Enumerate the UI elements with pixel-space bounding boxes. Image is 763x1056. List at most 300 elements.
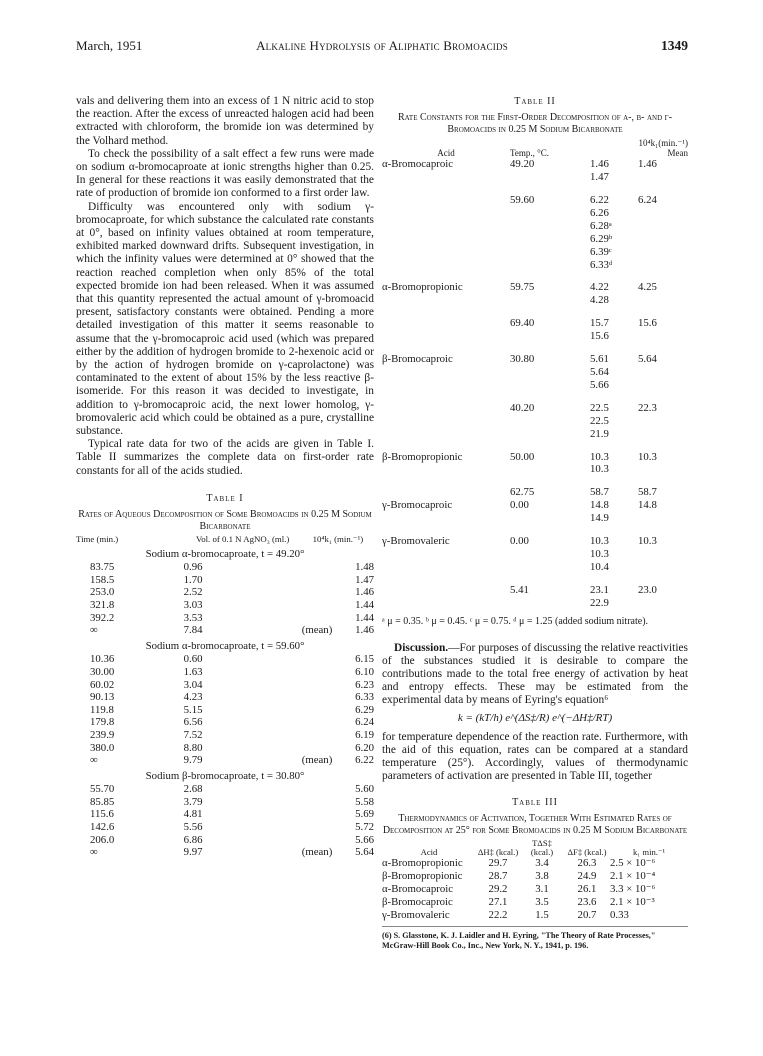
table-cell <box>638 548 688 561</box>
table-cell: 83.75 <box>90 561 115 574</box>
table-cell: 9.79 <box>183 754 203 767</box>
table-body <box>382 857 688 922</box>
table-cell: 10.4 <box>590 560 609 573</box>
table-cell: 1.47 <box>590 171 609 184</box>
table-row <box>382 476 688 499</box>
table-cell: 6.29ᵇ <box>590 232 613 245</box>
table-cell: 0.00 <box>510 535 529 548</box>
table-cell: 85.85 <box>90 795 115 808</box>
table-cell <box>302 834 339 847</box>
table-row <box>382 343 688 366</box>
table-row <box>382 883 688 896</box>
table-row <box>76 821 374 834</box>
table-cell: 5.64 <box>590 365 609 378</box>
table-cell <box>302 666 339 679</box>
table-cell: 380.0 <box>90 741 115 754</box>
table-row <box>382 870 688 883</box>
table-cell: 6.24 <box>355 716 374 729</box>
table-3 <box>382 796 688 922</box>
table-cell: 1.46 <box>355 586 374 599</box>
table-row <box>382 548 688 561</box>
table-row <box>382 294 688 307</box>
table-cell: 2.1 × 10⁻⁴ <box>610 869 656 882</box>
column-header: Acid <box>420 846 438 857</box>
table-cell <box>638 463 688 476</box>
table-cell: 0.33 <box>610 908 629 921</box>
table-cell: γ-Bromovaleric <box>382 535 450 548</box>
table-cell: 60.02 <box>90 678 115 691</box>
paragraph: Difficulty was encountered only with sodium γ-bromocaproate, for which substance the calculated rate constants at 0°, based on infinity values obtained at room temperature, exhibited marked downward drifts. Subsequent investigation, in which the infinity values were determined at 0° showed that the reaction reached completion when only 85% of the total expected bromide ion had been released. When it was assumed that this quantity represented the actual amount of γ-bromoacid present, satisfactory constants were obtained. Pending a more detailed investigation of this matter it seems reasonable to assume that the γ-bromocaproic acid used (which was prepared either by the addition of hydrogen bromide to 2-hexenoic acid or by the action of hydrogen bromide on γ-caprolactone) was contaminated to the extent of about 15% by the less reactive β-isomeride. For this reason it was decided to investigate, in addition to γ-bromocaproic acid, the next lower homolog, γ-bromovaleric acid which could be obtained as a pure, crystalline substance. <box>76 200 374 438</box>
discussion-heading: Discussion. <box>394 641 449 654</box>
table-cell: 321.8 <box>90 598 115 611</box>
table-cell: 3.04 <box>183 678 203 691</box>
table-cell <box>510 259 590 272</box>
table-cell: 6.15 <box>355 653 374 666</box>
table-cell: 58.7 <box>590 486 609 499</box>
table-cell <box>302 653 339 666</box>
table-cell: γ-Bromocaproic <box>382 499 453 512</box>
table-cell: 6.86 <box>183 833 203 846</box>
table-cell: 6.56 <box>183 716 203 729</box>
table-cell: 1.44 <box>355 611 374 624</box>
table-row <box>76 754 374 767</box>
table-cell <box>638 246 688 259</box>
table-cell <box>510 463 590 476</box>
column-header: Acid <box>437 148 455 159</box>
table-cell: 69.40 <box>510 317 535 330</box>
table-cell: β-Bromopropionic <box>382 869 463 882</box>
table-row <box>76 574 374 587</box>
table-row <box>76 561 374 574</box>
table-cell <box>510 220 590 233</box>
table-cell: 2.5 × 10⁻⁶ <box>610 856 656 869</box>
table-cell: 1.46 <box>638 158 657 171</box>
table-cell: 5.69 <box>355 808 374 821</box>
table-cell <box>510 415 590 428</box>
table-row <box>76 846 374 859</box>
table-row <box>76 742 374 755</box>
table-cell: 22.3 <box>638 401 657 414</box>
table-cell <box>510 561 590 574</box>
table-cell <box>382 171 510 184</box>
table-cell <box>510 512 590 525</box>
table-cell: 3.1 <box>535 882 549 895</box>
table-cell <box>510 330 590 343</box>
table-cell: α-Bromopropionic <box>382 856 463 869</box>
table-cell <box>382 574 510 597</box>
table-cell: 23.6 <box>577 895 597 908</box>
table-cell <box>382 246 510 259</box>
table-cell: 10.3 <box>590 547 609 560</box>
table-cell: (mean) <box>301 846 333 859</box>
table-cell <box>382 548 510 561</box>
table-cell <box>382 366 510 379</box>
table-cell: 90.13 <box>90 691 115 704</box>
column-header: ΔH‡ (kcal.) <box>477 846 519 857</box>
paragraph: vals and delivering them into an excess of 1 N nitric acid to stop the reaction. After the excess of unreacted halogen acid had been extracted with chloroform, the bromide ion was determined by the Volhard method. <box>76 95 374 147</box>
table-cell: 3.79 <box>183 795 203 808</box>
table-cell: γ-Bromovaleric <box>382 908 450 921</box>
right-column <box>382 95 688 952</box>
table-label: Table II <box>514 96 556 107</box>
table-cell: α-Bromocaproic <box>382 882 454 895</box>
table-cell: 3.5 <box>535 895 549 908</box>
table-cell: 392.2 <box>90 611 115 624</box>
table-cell: 4.28 <box>590 294 609 307</box>
table-cell: 6.22 <box>355 754 374 767</box>
table-row <box>382 415 688 428</box>
column-header <box>590 138 688 158</box>
table-cell: 40.20 <box>510 401 535 414</box>
eyring-equation: k = (kT/h) e^(ΔS‡/R) e^(−ΔH‡/RT) <box>457 711 613 724</box>
table-cell <box>638 220 688 233</box>
table-cell: 3.8 <box>535 869 549 882</box>
column-header: Vol. of 0.1 N AgNO₃ (ml.) <box>196 534 290 545</box>
table-cell: 2.1 × 10⁻³ <box>610 895 655 908</box>
table-row <box>76 716 374 729</box>
table-cell <box>382 233 510 246</box>
table-cell: 2.52 <box>183 586 203 599</box>
table-cell <box>382 597 510 610</box>
table-caption: Thermodynamics of Activation, Together With Estimated Rates of Decomposition at 25° for Some Bromoacids in 0.25 M Sodium Bicarbonate <box>382 812 688 836</box>
table-cell <box>510 294 590 307</box>
table-cell: 6.39ᶜ <box>590 245 612 258</box>
table-cell: 10.3 <box>638 535 657 548</box>
table-row <box>76 679 374 692</box>
table-footnote: ᵃ μ = 0.35. ᵇ μ = 0.45. ᶜ μ = 0.75. ᵈ μ = 1.25 (added sodium nitrate). <box>382 615 649 627</box>
column-header: k₁ min.⁻¹ <box>632 846 666 857</box>
table-cell: 6.22 <box>590 194 609 207</box>
table-row <box>76 704 374 717</box>
table-cell: 6.29 <box>355 703 374 716</box>
table-cell <box>638 171 688 184</box>
section-row <box>76 545 374 562</box>
discussion-text: —For purposes of discussing the relative reactivities of the substances studied it is desirable to compare the contributions made to the total free energy of activation by heat and entropy effects. These may be estimated from the experimental data by means of Eyring's equation⁶ <box>382 641 688 707</box>
data-table <box>382 138 688 609</box>
table-row <box>76 666 374 679</box>
table-cell: ∞ <box>90 754 98 767</box>
table-caption: Rates of Aqueous Decomposition of Some Bromoacids in 0.25 M Sodium Bicarbonate <box>78 509 372 533</box>
table-cell: 29.7 <box>488 856 508 869</box>
table-cell <box>382 307 510 330</box>
table-cell <box>302 612 339 625</box>
table-cell: 7.84 <box>183 624 203 637</box>
table-cell: 26.1 <box>577 882 597 895</box>
table-cell: 6.26 <box>590 206 609 219</box>
table-cell: 50.00 <box>510 450 535 463</box>
table-cell: 55.70 <box>90 783 115 796</box>
table-cell <box>510 366 590 379</box>
left-body-text <box>76 95 374 478</box>
table-row <box>76 612 374 625</box>
table-cell <box>382 207 510 220</box>
table-cell: 8.80 <box>183 741 203 754</box>
table-cell: 5.60 <box>355 783 374 796</box>
table-cell: 21.9 <box>590 427 609 440</box>
table-cell <box>638 428 688 441</box>
table-cell <box>382 294 510 307</box>
table-cell: 1.46 <box>355 624 374 637</box>
table-cell: 62.75 <box>510 486 535 499</box>
table-body <box>76 545 374 859</box>
table-cell <box>382 379 510 392</box>
table-row <box>382 259 688 272</box>
table-cell: 5.41 <box>510 583 529 596</box>
table-row <box>382 330 688 343</box>
table-row <box>382 307 688 330</box>
table-cell: 3.4 <box>535 856 549 869</box>
table-row <box>382 207 688 220</box>
table-cell <box>382 463 510 476</box>
table-cell: 3.53 <box>183 611 203 624</box>
table-cell <box>302 679 339 692</box>
table-cell: 6.24 <box>638 194 657 207</box>
table-cell: 6.20 <box>355 741 374 754</box>
table-cell: 14.8 <box>638 499 657 512</box>
table-cell: 5.58 <box>355 795 374 808</box>
section-row <box>76 767 374 784</box>
table-cell <box>510 428 590 441</box>
table-cell: 59.75 <box>510 281 535 294</box>
header-date: March, 1951 <box>76 38 143 53</box>
table-cell <box>638 512 688 525</box>
table-row <box>382 184 688 207</box>
table-row <box>382 220 688 233</box>
table-cell: 1.70 <box>183 573 203 586</box>
table-row <box>382 463 688 476</box>
table-cell: 23.0 <box>638 583 657 596</box>
table-cell: ∞ <box>90 624 98 637</box>
table-cell <box>382 476 510 499</box>
running-head <box>76 38 688 58</box>
table-cell: 30.00 <box>90 665 115 678</box>
table-cell: 1.46 <box>590 158 609 171</box>
table-cell: 10.3 <box>590 450 609 463</box>
page-number: 1349 <box>661 38 688 53</box>
table-cell: 22.5 <box>590 414 609 427</box>
table-cell: 20.7 <box>577 908 597 921</box>
table-cell: 22.2 <box>488 908 508 921</box>
table-cell: 6.10 <box>355 665 374 678</box>
section-title: Sodium β-bromocaproate, t = 30.80° <box>145 769 305 782</box>
table-cell: 5.66 <box>355 833 374 846</box>
table-cell: 24.9 <box>577 869 597 882</box>
table-row <box>382 857 688 870</box>
table-cell <box>638 294 688 307</box>
table-cell: 158.5 <box>90 573 115 586</box>
table-cell <box>302 729 339 742</box>
table-cell <box>382 259 510 272</box>
table-cell <box>510 207 590 220</box>
table-cell: 253.0 <box>90 586 115 599</box>
table-cell <box>302 796 339 809</box>
table-cell <box>638 366 688 379</box>
table-row <box>76 796 374 809</box>
table-cell <box>382 512 510 525</box>
table-cell: 4.25 <box>638 281 657 294</box>
table-cell <box>638 561 688 574</box>
table-cell <box>302 783 339 796</box>
table-cell: 23.1 <box>590 583 609 596</box>
table-cell: 26.3 <box>577 856 597 869</box>
table-cell: 115.6 <box>90 808 114 821</box>
table-cell: 15.6 <box>590 330 609 343</box>
table-cell: 119.8 <box>90 703 114 716</box>
table-row <box>76 691 374 704</box>
table-cell: 22.9 <box>590 596 609 609</box>
table-cell <box>510 233 590 246</box>
table-cell <box>382 561 510 574</box>
table-cell: 22.5 <box>590 401 609 414</box>
section-row <box>76 637 374 654</box>
table-cell <box>302 716 339 729</box>
left-column <box>76 95 374 859</box>
table-cell: 5.15 <box>183 703 203 716</box>
table-cell: 7.52 <box>183 728 203 741</box>
table-row <box>382 525 688 548</box>
table-cell: 10.3 <box>590 463 609 476</box>
table-row <box>382 512 688 525</box>
table-cell: 2.68 <box>183 783 203 796</box>
table-row <box>76 586 374 599</box>
discussion-section <box>382 642 688 784</box>
table-cell: 3.03 <box>183 598 203 611</box>
table-cell: β-Bromopropionic <box>382 450 463 463</box>
column-header-k: 10⁴k₁(min.⁻¹) <box>638 138 688 149</box>
table-cell <box>302 574 339 587</box>
table-cell: 6.33 <box>355 691 374 704</box>
table-cell <box>510 379 590 392</box>
table-cell: 1.44 <box>355 598 374 611</box>
table-cell: 1.5 <box>535 908 549 921</box>
table-row <box>76 624 374 637</box>
table-cell: 1.47 <box>355 573 374 586</box>
table-cell: 4.22 <box>590 281 609 294</box>
table-row <box>76 653 374 666</box>
data-table <box>382 839 688 922</box>
table-row <box>382 561 688 574</box>
table-cell: 206.0 <box>90 833 115 846</box>
column-header: 10⁴k₁ (min.⁻¹) <box>312 534 364 545</box>
table-cell <box>302 691 339 704</box>
footnote: (6) S. Glasstone, K. J. Laidler and H. Eyring, "The Theory of Rate Processes," McGraw-Hill Book Co., Inc., New York, N. Y., 1941, p. 196. <box>382 926 688 952</box>
table-cell: 5.64 <box>355 846 374 859</box>
table-row <box>382 158 688 171</box>
table-cell: 28.7 <box>488 869 508 882</box>
table-cell <box>638 330 688 343</box>
table-cell <box>638 259 688 272</box>
table-cell: 0.60 <box>183 653 203 666</box>
table-cell <box>382 415 510 428</box>
table-cell: 6.28ᵃ <box>590 219 612 232</box>
table-1 <box>76 492 374 859</box>
table-header-row <box>76 535 374 545</box>
table-2 <box>382 95 688 628</box>
table-cell <box>638 597 688 610</box>
table-cell: 15.6 <box>638 317 657 330</box>
table-cell: 0.96 <box>183 561 203 574</box>
table-cell <box>302 599 339 612</box>
table-cell: 5.64 <box>638 353 657 366</box>
table-row <box>382 499 688 512</box>
table-row <box>382 379 688 392</box>
table-row <box>76 783 374 796</box>
table-cell: 59.60 <box>510 194 535 207</box>
table-cell <box>382 392 510 415</box>
table-cell: 179.8 <box>90 716 115 729</box>
section-title: Sodium α-bromocaproate, t = 59.60° <box>145 639 305 652</box>
table-cell: (mean) <box>301 754 333 767</box>
table-cell: 1.63 <box>183 665 203 678</box>
paragraph: To check the possibility of a salt effect a few runs were made on sodium α-bromocaproate at ionic strengths higher than 0.25. In general for these reactions it was easily demonstrated that the rate of production of bromide ion conformed to a first order law. <box>76 147 374 200</box>
table-label: Table III <box>512 796 558 808</box>
table-cell: 58.7 <box>638 486 657 499</box>
table-cell: 4.23 <box>183 691 203 704</box>
table-row <box>382 392 688 415</box>
table-cell: 10.3 <box>590 535 609 548</box>
table-row <box>382 271 688 294</box>
table-row <box>382 246 688 259</box>
table-cell: 0.00 <box>510 499 529 512</box>
table-header-row <box>382 839 688 857</box>
table-cell: 10.3 <box>638 450 657 463</box>
table-cell: 29.2 <box>488 882 508 895</box>
table-cell: 30.80 <box>510 353 535 366</box>
paragraph: Typical rate data for two of the acids are given in Table I. Table II summarizes the complete data on first-order rate constants for all of the acids studied. <box>76 438 374 477</box>
column-header: Time (min.) <box>76 534 119 545</box>
table-cell <box>510 597 590 610</box>
table-cell <box>638 233 688 246</box>
table-cell: 1.48 <box>355 561 374 574</box>
table-row <box>382 428 688 441</box>
table-cell: 6.33ᵈ <box>590 258 613 271</box>
table-row <box>382 171 688 184</box>
table-cell <box>302 821 339 834</box>
table-row <box>382 574 688 597</box>
table-cell <box>510 171 590 184</box>
table-cell: 10.36 <box>90 653 115 666</box>
table-cell: 14.9 <box>590 512 609 525</box>
column-header-mean: Mean <box>667 148 688 159</box>
table-cell <box>382 184 510 207</box>
table-cell: 6.19 <box>355 728 374 741</box>
table-cell <box>510 246 590 259</box>
table-row <box>382 233 688 246</box>
table-row <box>76 599 374 612</box>
table-cell <box>302 586 339 599</box>
paragraph: for temperature dependence of the reaction rate. Furthermore, with the aid of this equation, rates can be compared at a standard temperature (25°). Accordingly, values of thermodynamic parameters of activation are presented in Table III, together <box>382 730 688 783</box>
table-row <box>382 896 688 909</box>
table-cell: 3.3 × 10⁻⁶ <box>610 882 656 895</box>
table-cell: β-Bromocaproic <box>382 353 453 366</box>
table-cell: (mean) <box>301 624 333 637</box>
table-cell: 27.1 <box>488 895 508 908</box>
table-cell: 4.81 <box>183 808 203 821</box>
table-cell: 49.20 <box>510 158 535 171</box>
table-cell <box>638 207 688 220</box>
table-row <box>382 909 688 922</box>
table-cell: α-Bromocaproic <box>382 158 454 171</box>
table-cell <box>302 704 339 717</box>
table-cell <box>510 548 590 561</box>
column-header: Temp., °C. <box>510 148 549 159</box>
section-title: Sodium α-bromocaproate, t = 49.20° <box>145 547 305 560</box>
table-cell: β-Bromocaproic <box>382 895 453 908</box>
table-row <box>382 441 688 464</box>
table-row <box>382 366 688 379</box>
table-cell <box>638 379 688 392</box>
table-cell: 14.8 <box>590 499 609 512</box>
